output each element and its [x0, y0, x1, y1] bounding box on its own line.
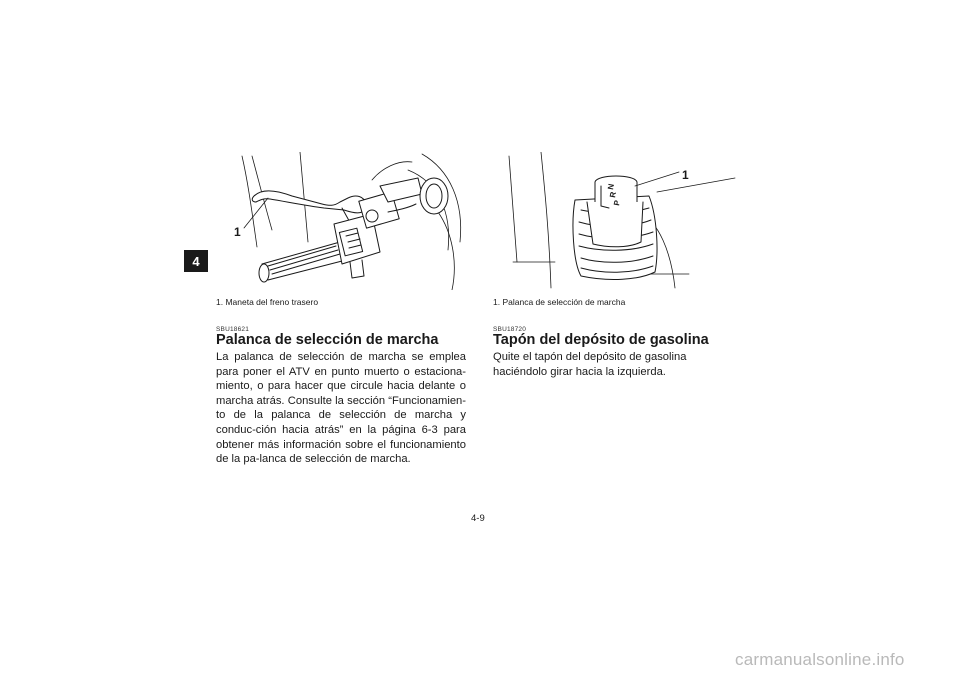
page-number: 4-9 [471, 513, 485, 524]
watermark: carmanualsonline.info [735, 650, 905, 669]
svg-text:N: N [606, 183, 616, 191]
section-body: La palanca de selección de marcha se emplea para poner el ATV en punto muerto o estaciona-miento, o para hacer que circule hacia delante o marcha atrás. Consulte la sección “Funcionamien-to de la palanca de selección de marcha y conduc-ción hacia atrás” en la página 6-3 para obtener más información sobre el funcionamiento de la pa-lanca de selección de marcha. [216, 351, 466, 466]
callout-number: 1 [234, 225, 241, 239]
section-code: SBU18621 [216, 326, 250, 333]
section-body: Quite el tapón del depósito de gasolina haciéndolo girar hacia la izquierda. [493, 351, 687, 378]
mirror-mount [420, 178, 448, 214]
section-code: SBU18720 [493, 326, 527, 333]
figure-caption: 1. Palanca de selección de marcha [493, 297, 626, 307]
callout-number: 1 [682, 168, 689, 182]
shift-knob [587, 176, 643, 247]
section-title: Tapón del depósito de gasolina [493, 332, 709, 348]
brake-lever-illustration [212, 152, 464, 290]
figure-caption: 1. Maneta del freno trasero [216, 297, 319, 307]
svg-text:P: P [612, 199, 622, 207]
handlebar-grip [259, 242, 346, 282]
shift-lever-illustration [489, 152, 741, 290]
master-cylinder [359, 178, 422, 228]
svg-text:R: R [608, 191, 618, 199]
callout-line [635, 172, 679, 186]
section-title: Palanca de selección de marcha [216, 332, 439, 348]
chapter-tab: 4 [184, 250, 208, 272]
